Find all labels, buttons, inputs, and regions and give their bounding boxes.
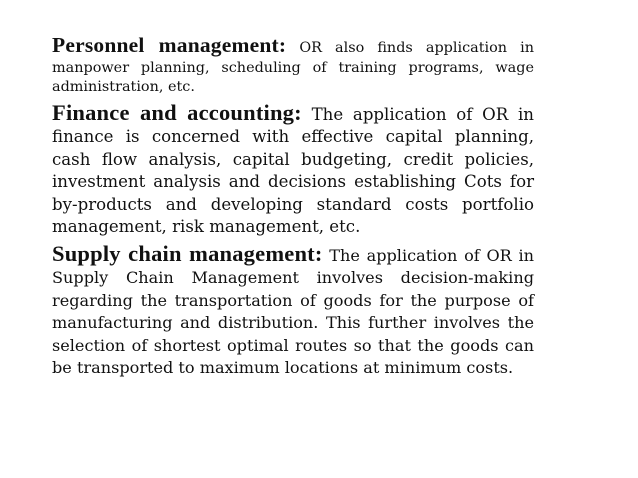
- heading-supply-chain-management: Supply chain management:: [52, 241, 323, 267]
- body-personnel-management: OR also finds application in manpower planning, scheduling of training programs, wage administration, etc.: [52, 40, 534, 95]
- body-finance-accounting: The application of OR in finance is concerned with effective capital planning, cash flow analysis, capital budgeting, credit policies, investment analysis and decisions establishing Cots for by-products and developing standard costs portfolio management, risk management, etc.: [52, 104, 534, 237]
- paragraph-personnel-management: [52, 33, 534, 98]
- paragraph-supply-chain-management: [52, 243, 534, 379]
- heading-personnel-management: Personnel management:: [52, 33, 287, 57]
- heading-finance-accounting: Finance and accounting:: [52, 99, 302, 125]
- slide-content: [52, 33, 534, 384]
- paragraph-finance-accounting: [52, 99, 534, 240]
- body-supply-chain-management: The application of OR in Supply Chain Management involves decision-making regarding the transportation of goods for the purpose of manufacturing and distribution. This further involves the selection of shortest optimal routes so that the goods can be transported to maximum locations at minimum costs.: [52, 246, 534, 378]
